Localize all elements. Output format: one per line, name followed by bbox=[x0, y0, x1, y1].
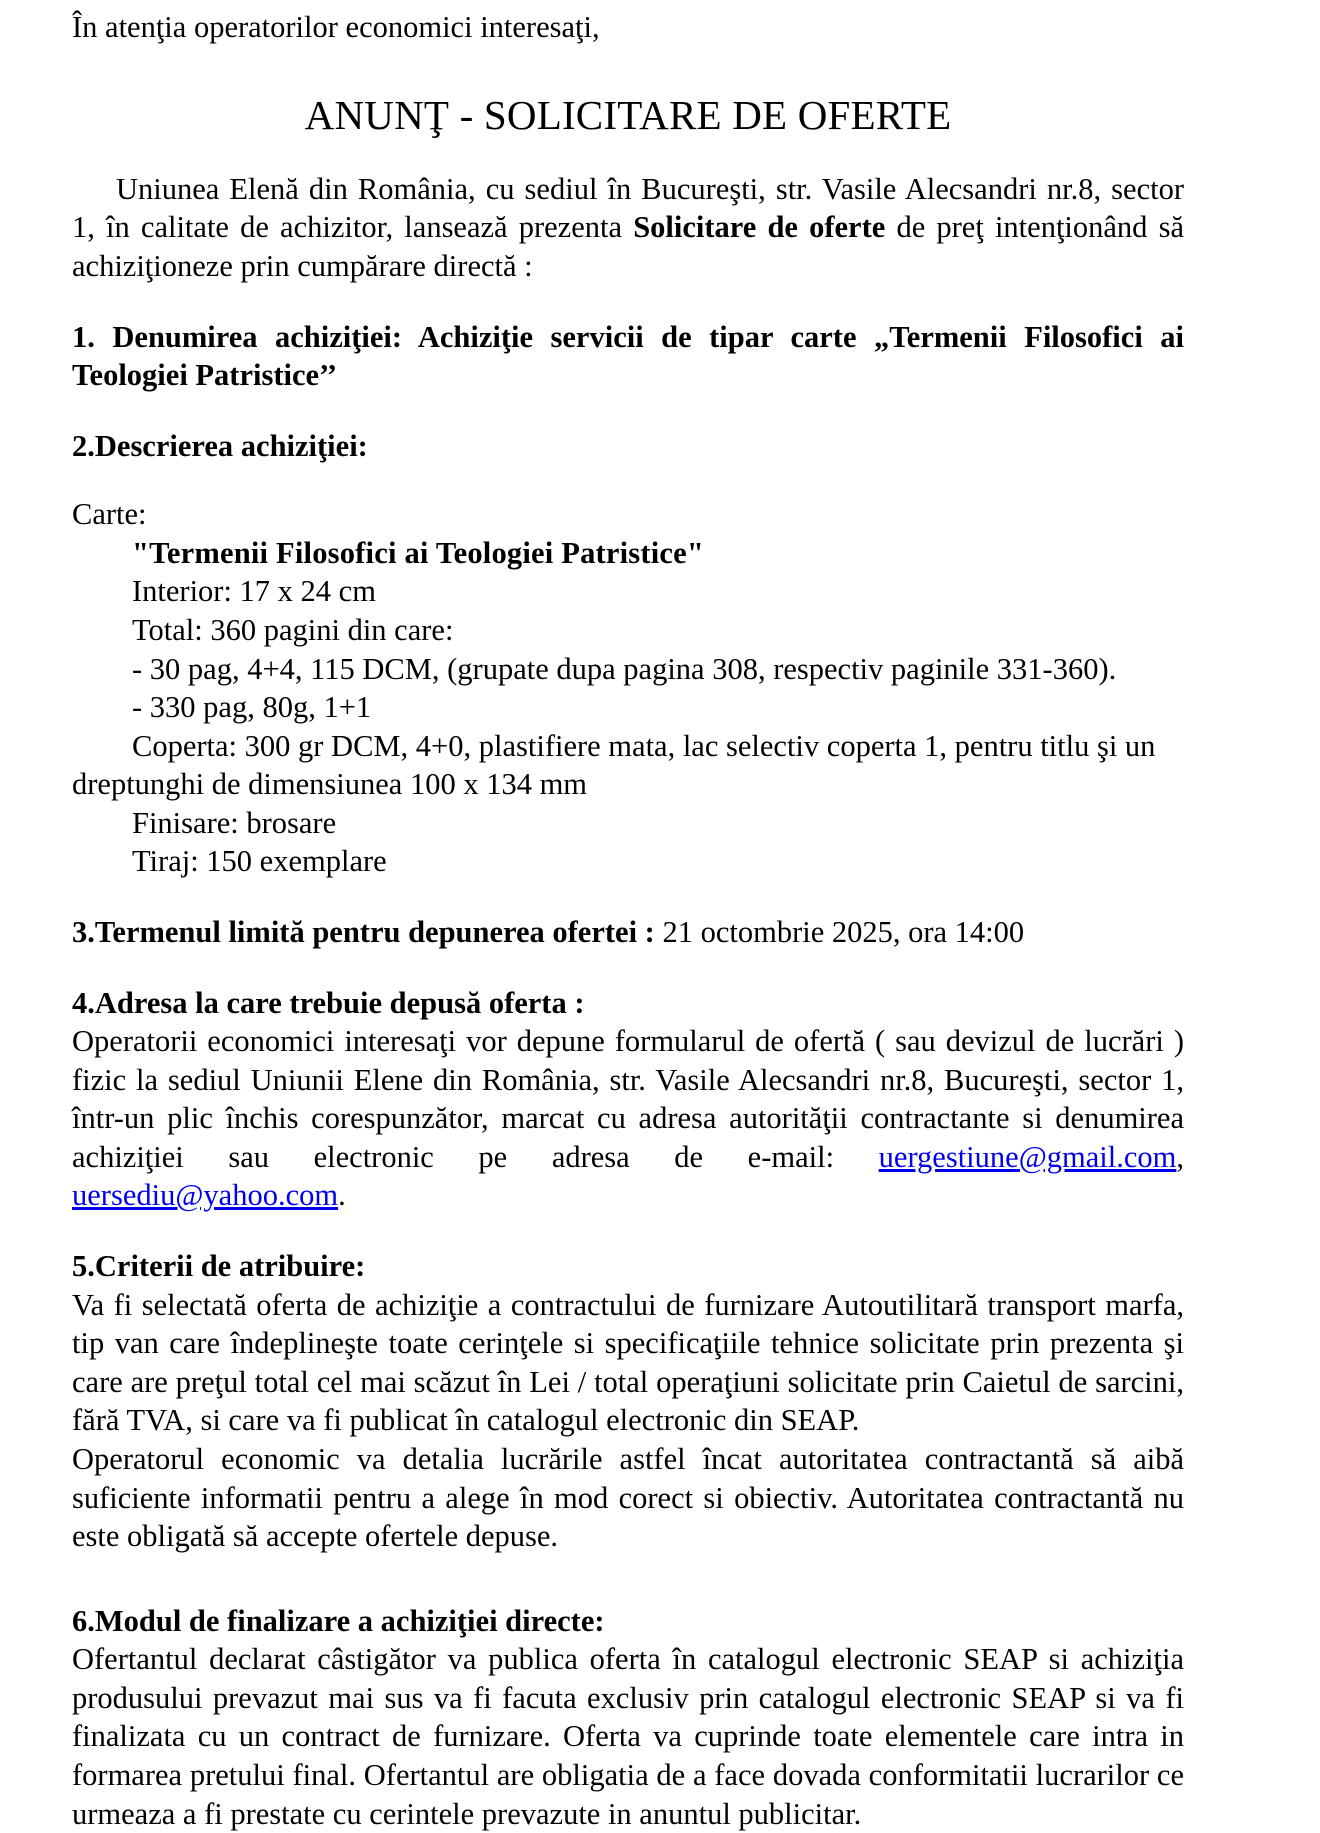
section-5-number: 5. bbox=[72, 1249, 95, 1284]
section-4-heading bbox=[72, 984, 1184, 1023]
section-6-paragraph: Ofertantul declarat câstigător va publica oferta în catalogul electronic SEAP si achiziţia produsului prevazut mai sus va fi facuta exclusiv prin catalogul electronic SEAP si va fi finalizata cu un contract de furnizare. Oferta va cuprinde toate elementele care intra in formarea pretului final. Ofertantul are obligatia de a face dovada conformitatii lucrarilor ce urmeaza a fi prestate cu cerintele prevazute in anuntul publicitar. bbox=[72, 1642, 1184, 1831]
section-2-number: 2. bbox=[72, 428, 95, 463]
section-3-number: 3. bbox=[72, 915, 95, 950]
section-3-heading bbox=[72, 913, 1184, 952]
email-link-gestiune[interactable]: uergestiune@gmail.com bbox=[878, 1139, 1177, 1174]
section-6-title: Modul de finalizare a achiziţiei directe: bbox=[94, 1603, 605, 1638]
book-spec-finisare: Finisare: brosare bbox=[132, 805, 337, 840]
section-5-title: Criterii de atribuire: bbox=[94, 1249, 366, 1284]
section-5-paragraph-2: Operatorul economic va detalia lucrările astfel încat autoritatea contractantă să aibă suficiente informatii pentru a alege în mod corect si obiectiv. Autoritatea contractantă nu este obligată să accepte ofertele depuse. bbox=[72, 1441, 1184, 1554]
book-title: "Termenii Filosofici ai Teologiei Patristice" bbox=[132, 535, 705, 570]
spacer bbox=[72, 1556, 1184, 1602]
address-text: Operatorii economici interesaţi vor depune formularul de ofertă ( sau devizul de lucrări ) fizic la sediul Uniunii Elene din România, str. Vasile Alecsandri nr.8, Bucureşti, sector 1, într-un plic închis corespunzător, marcat cu adresa autorităţii contractante si denumirea achiziţiei sau electronic pe adresa de e-mail: bbox=[72, 1024, 1184, 1174]
intro-text-part1: Uniunea Elenă din România, cu sediul în Bucureşti, str. Vasile Alecsandri nr.8, sector 1, în calitate de achizitor, lansează prezenta bbox=[72, 171, 1184, 245]
section-1-number: 1. bbox=[72, 319, 95, 354]
section-2-title: Descrierea achiziţiei: bbox=[94, 428, 368, 463]
section-1-heading bbox=[72, 318, 1184, 395]
book-spec-pages-80g: - 330 pag, 80g, 1+1 bbox=[132, 690, 372, 725]
intro-paragraph bbox=[72, 170, 1184, 286]
book-spec-coperta: Coperta: 300 gr DCM, 4+0, plastifiere mata, lac selectiv coperta 1, pentru titlu şi un dreptunghi de dimensiunea 100 x 134 mm bbox=[72, 728, 1156, 802]
section-2-heading bbox=[72, 427, 1184, 466]
attention-line: În atenţia operatorilor economici interesaţi, bbox=[72, 10, 600, 44]
section-6-number: 6. bbox=[72, 1603, 95, 1638]
book-spec-tiraj: Tiraj: 150 exemplare bbox=[132, 844, 387, 879]
address-text-end: . bbox=[338, 1178, 346, 1213]
book-spec-pages-dcm: - 30 pag, 4+4, 115 DCM, (grupate dupa pagina 308, respectiv paginile 331-360). bbox=[132, 651, 1117, 686]
section-5-paragraph-1: Va fi selectată oferta de achiziţie a contractului de furnizare Autoutilitară transport marfa, tip van care îndeplineşte toate cerinţele si specificaţiile tehnice solicitate prin prezenta şi care are preţul total cel mai scăzut în Lei / total operaţiuni solicitate prin Caietul de sarcini, fără TVA, si care va fi publicat în catalogul electronic din SEAP. bbox=[72, 1287, 1184, 1438]
section-3-title: Termenul limită pentru depunerea ofertei : bbox=[94, 915, 655, 950]
intro-text-part2: de preţ intenţionând să achiziţioneze prin cumpărare directă : bbox=[72, 210, 1184, 283]
page-title: ANUNŢ - SOLICITARE DE OFERTE bbox=[304, 91, 952, 138]
book-spec-interior: Interior: 17 x 24 cm bbox=[132, 574, 376, 609]
section-4-body bbox=[72, 1022, 1184, 1215]
spacer bbox=[72, 465, 1184, 495]
intro-emphasis: Solicitare de oferte bbox=[633, 210, 886, 245]
section-1-title: Denumirea achiziţiei: Achiziţie servicii de tipar carte „Termenii Filosofici ai Teologiei Patristice’’ bbox=[72, 319, 1185, 393]
section-3-deadline-value: 21 octombrie 2025, ora 14:00 bbox=[654, 915, 1025, 950]
book-spec-total: Total: 360 pagini din care: bbox=[132, 612, 454, 647]
section-4-title: Adresa la care trebuie depusă oferta : bbox=[94, 985, 585, 1020]
document-body bbox=[72, 8, 1184, 1833]
email-link-sediu[interactable]: uersediu@yahoo.com bbox=[72, 1178, 339, 1213]
section-4-number: 4. bbox=[72, 985, 95, 1020]
email-separator: , bbox=[1176, 1139, 1184, 1174]
section-6-heading bbox=[72, 1602, 1184, 1641]
section-5-heading bbox=[72, 1247, 1184, 1286]
description-label: Carte: bbox=[72, 497, 147, 532]
